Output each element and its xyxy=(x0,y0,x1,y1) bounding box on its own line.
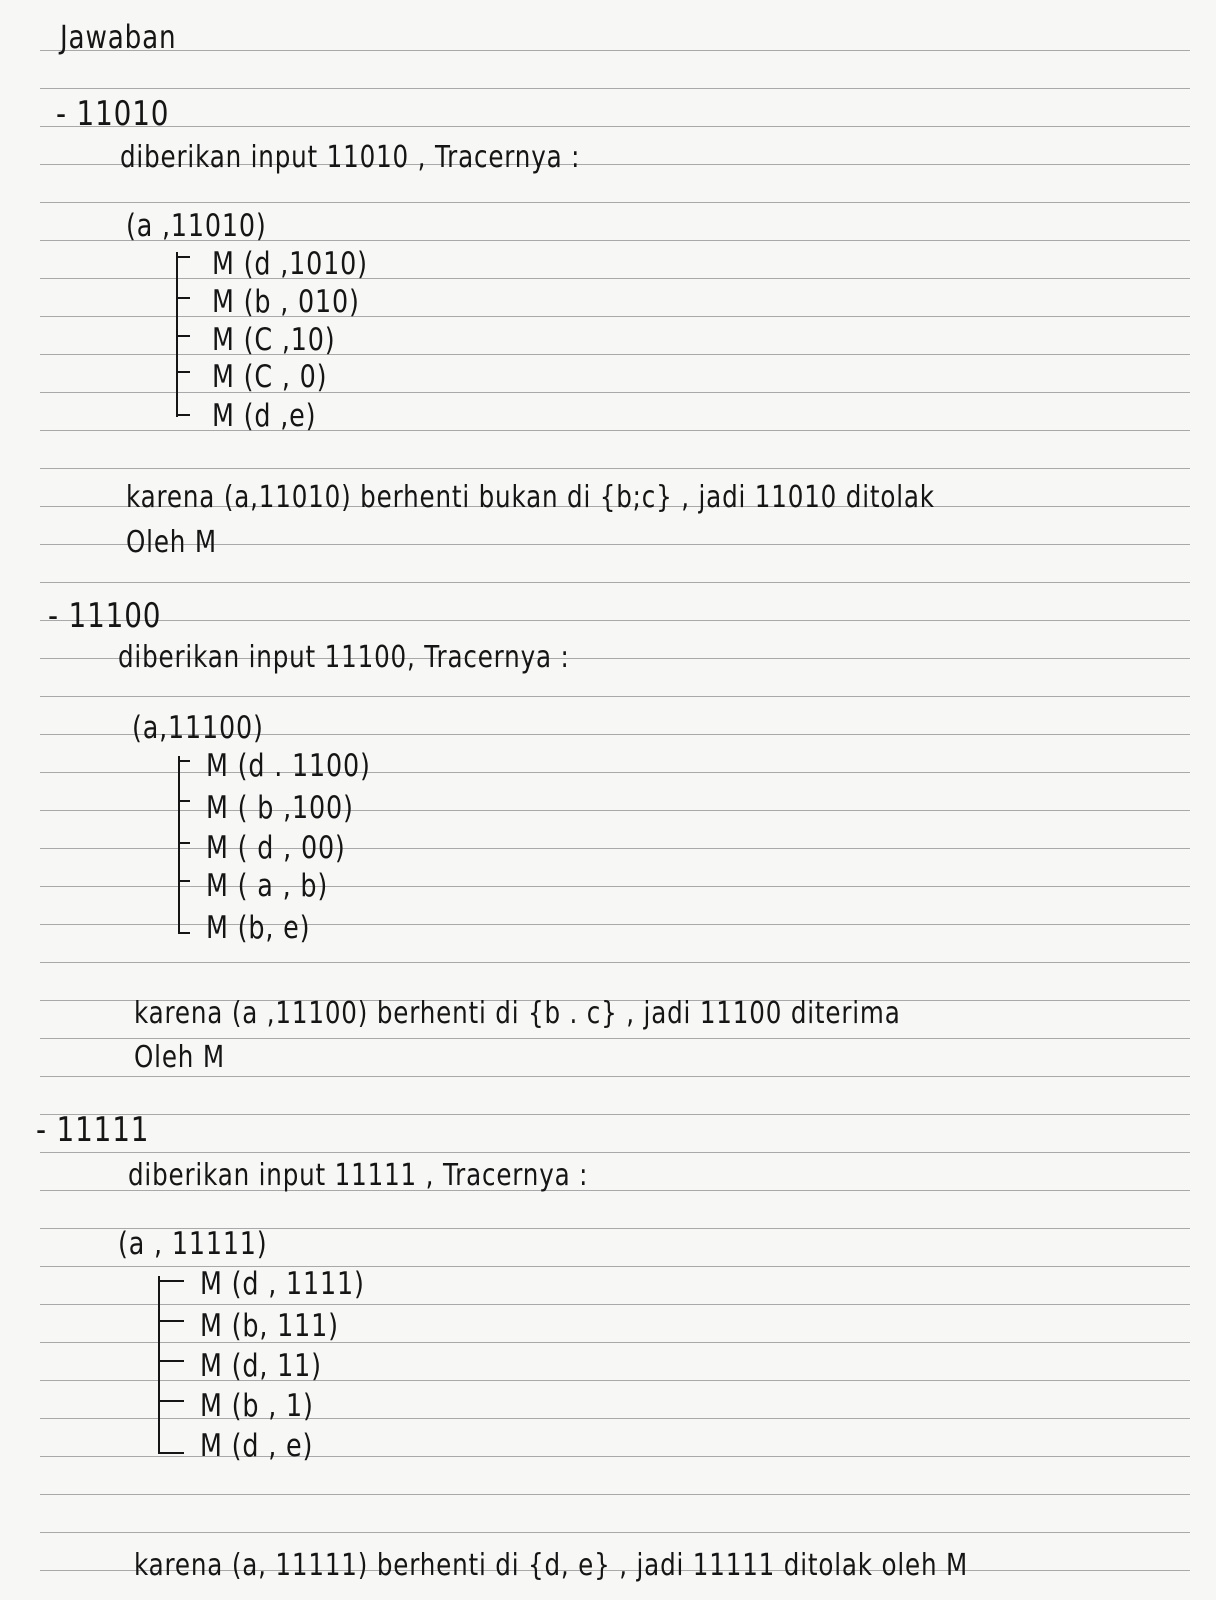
section-2-tree-tick xyxy=(178,880,190,882)
ruled-line xyxy=(40,696,1190,697)
ruled-line xyxy=(40,202,1190,203)
section-1-step: M (d ,e) xyxy=(212,398,317,434)
section-2-step: M ( b ,100) xyxy=(206,790,354,826)
section-2-conclusion-cont: Oleh M xyxy=(134,1040,225,1075)
section-3-conclusion: karena (a, 11111) berhenti di {d, e} , jadi 11111 ditolak oleh M xyxy=(134,1548,969,1583)
section-2-tree-tick xyxy=(178,760,190,762)
ruled-line xyxy=(40,88,1190,89)
section-2-step: M ( d , 00) xyxy=(206,830,346,866)
ruled-line xyxy=(40,620,1190,621)
section-3-tree-bracket xyxy=(158,1276,160,1454)
section-1-step: M (d ,1010) xyxy=(212,246,368,282)
section-2-tree-tick xyxy=(178,842,190,844)
section-2-tree-tick xyxy=(178,800,190,802)
ruled-line xyxy=(40,126,1190,127)
section-2-bullet: - 11100 xyxy=(48,596,162,636)
section-3-intro: diberikan input 11111 , Tracernya : xyxy=(128,1158,589,1193)
section-3-tree-tick xyxy=(158,1360,184,1362)
section-3-tree-tick xyxy=(158,1452,184,1454)
section-3-step: M (b , 1) xyxy=(200,1388,314,1424)
section-1-tree-tick xyxy=(176,371,190,373)
section-1-step: M (C , 0) xyxy=(212,359,328,395)
section-1-tree-tick xyxy=(176,297,190,299)
section-3-start-config: (a , 11111) xyxy=(118,1226,268,1262)
section-1-tree-tick xyxy=(176,335,190,337)
ruled-line xyxy=(40,962,1190,963)
section-3-tree-tick xyxy=(158,1280,184,1282)
ruled-line xyxy=(40,1152,1190,1153)
section-1-tree-tick xyxy=(176,256,190,258)
section-1-step: M (C ,10) xyxy=(212,322,336,358)
section-1-conclusion-cont: Oleh M xyxy=(126,525,217,560)
ruled-line xyxy=(40,1494,1190,1495)
section-3-bullet: - 11111 xyxy=(36,1110,150,1150)
section-1-intro: diberikan input 11010 , Tracernya : xyxy=(120,140,581,175)
section-1-start-config: (a ,11010) xyxy=(126,208,267,244)
section-1-step: M (b , 010) xyxy=(212,284,360,320)
ruled-line xyxy=(40,1532,1190,1533)
section-2-conclusion: karena (a ,11100) berhenti di {b . c} , jadi 11100 diterima xyxy=(134,996,901,1031)
section-2-step: M (b, e) xyxy=(206,910,311,946)
ruled-line xyxy=(40,1038,1190,1039)
section-1-bullet: - 11010 xyxy=(56,94,170,134)
section-2-intro: diberikan input 11100, Tracernya : xyxy=(118,640,570,675)
section-2-tree-bracket xyxy=(178,756,180,934)
section-1-tree-tick xyxy=(176,414,190,416)
section-2-start-config: (a,11100) xyxy=(132,710,264,746)
section-3-step: M (d , e) xyxy=(200,1428,314,1464)
ruled-line xyxy=(40,1304,1190,1305)
section-2-step: M ( a , b) xyxy=(206,868,329,904)
ruled-line xyxy=(40,1114,1190,1115)
ruled-line xyxy=(40,1076,1190,1077)
section-1-conclusion: karena (a,11010) berhenti bukan di {b;c} , jadi 11010 ditolak xyxy=(126,480,935,515)
section-3-step: M (b, 111) xyxy=(200,1308,339,1344)
section-3-step: M (d, 11) xyxy=(200,1348,322,1384)
ruled-line xyxy=(40,50,1190,51)
section-3-step: M (d , 1111) xyxy=(200,1266,365,1302)
ruled-line xyxy=(40,582,1190,583)
section-2-step: M (d . 1100) xyxy=(206,748,371,784)
page-title: Jawaban xyxy=(60,18,177,56)
section-2-tree-tick xyxy=(178,932,190,934)
section-3-tree-tick xyxy=(158,1320,184,1322)
section-3-tree-tick xyxy=(158,1400,184,1402)
ruled-line xyxy=(40,468,1190,469)
